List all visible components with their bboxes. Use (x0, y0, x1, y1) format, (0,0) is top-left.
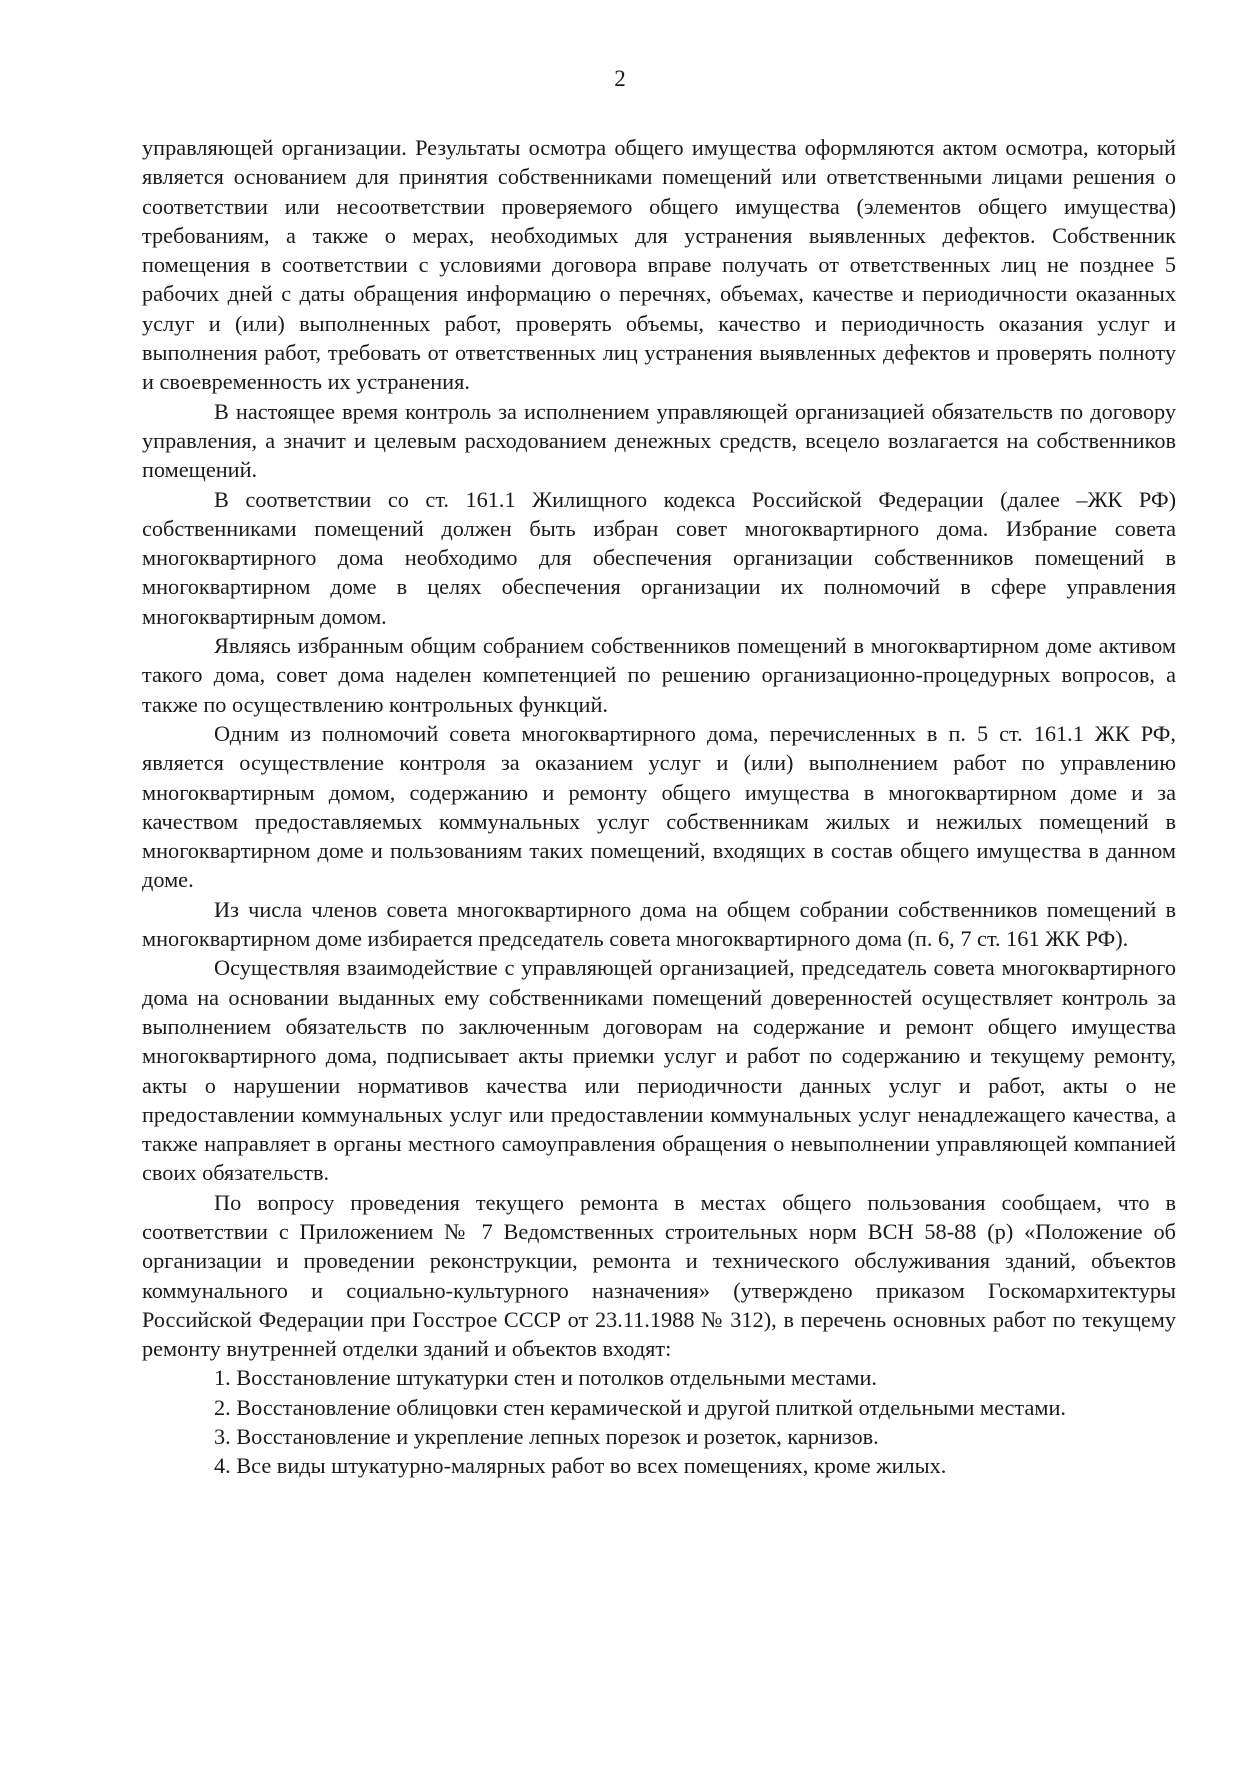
page-number: 2 (614, 66, 626, 91)
paragraph: В соответствии со ст. 161.1 Жилищного кодекса Российской Федерации (далее –ЖК РФ) собственниками помещений должен быть избран совет многоквартирного дома. Избрание совета многоквартирного дома необходимо для обеспечения организации собственников помещений в многоквартирном доме в целях обеспечения организации их полномочий в сфере управления многоквартирным домом. (142, 486, 1176, 629)
list-item: 1. Восстановление штукатурки стен и потолков отдельными местами. (214, 1365, 877, 1391)
paragraph: Одним из полномочий совета многоквартирного дома, перечисленных в п. 5 ст. 161.1 ЖК РФ, является осуществление контроля за оказанием услуг и (или) выполнением работ по управлению многоквартирным домом, содержанию и ремонту общего имущества в многоквартирном доме и за качеством предоставляемых коммунальных услуг собственникам жилых и нежилых помещений в многоквартирном доме и пользованиям таких помещений, входящих в состав общего имущества в данном доме. (142, 720, 1176, 893)
list-item: 2. Восстановление облицовки стен керамической и другой плиткой отдельными местами. (214, 1394, 1066, 1420)
paragraph: Являясь избранным общим собранием собственников помещений в многоквартирном доме активом такого дома, совет дома наделен компетенцией по решению организационно-процедурных вопросов, а также по осуществлению контрольных функций. (142, 633, 1176, 717)
paragraph: управляющей организации. Результаты осмотра общего имущества оформляются актом осмотра, который является основанием для принятия собственниками помещений или ответственными лицами решения о соответствии или несоответствии проверяемого общего имущества (элементов общего имущества) требованиям, а также о мерах, необходимых для устранения выявленных дефектов. Собственник помещения в соответствии с условиями договора вправе получать от ответственных лиц не позднее 5 рабочих дней с даты обращения информацию о перечнях, объемах, качестве и периодичности оказанных услуг и (или) выполненных работ, проверять объемы, качество и периодичность оказания услуг и выполнения работ, требовать от ответственных лиц устранения выявленных дефектов и проверять полноту и своевременность их устранения. (142, 135, 1176, 395)
repair-works-list (142, 1363, 1176, 1480)
paragraph: В настоящее время контроль за исполнением управляющей организацией обязательств по договору управления, а значит и целевым расходованием денежных средств, всецело возлагается на собственников помещений. (142, 398, 1176, 483)
document-body (142, 133, 1176, 1481)
paragraph: Из числа членов совета многоквартирного дома на общем собрании собственников помещений в многоквартирном доме избирается председатель совета многоквартирного дома (п. 6, 7 ст. 161 ЖК РФ). (142, 896, 1176, 952)
paragraph: Осуществляя взаимодействие с управляющей организацией, председатель совета многоквартирного дома на основании выданных ему собственниками помещений доверенностей осуществляет контроль за выполнением обязательств по заключенным договорам на содержание и ремонт общего имущества многоквартирного дома, подписывает акты приемки услуг и работ по содержанию и текущему ремонту, акты о нарушении нормативов качества или периодичности данных услуг и работ, акты о не предоставлении коммунальных услуг или предоставлении коммунальных услуг ненадлежащего качества, а также направляет в органы местного самоуправления обращения о невыполнении управляющей компанией своих обязательств. (142, 955, 1176, 1186)
paragraph: По вопросу проведения текущего ремонта в местах общего пользования сообщаем, что в соответствии с Приложением № 7 Ведомственных строительных норм ВСН 58-88 (р) «Положение об организации и проведении реконструкции, ремонта и технического обслуживания зданий, объектов коммунального и социально-культурного назначения» (утверждено приказом Госкомархитектуры Российской Федерации при Госстрое СССР от 23.11.1988 № 312), в перечень основных работ по текущему ремонту внутренней отделки зданий и объектов входят: (142, 1189, 1176, 1362)
list-item: 3. Восстановление и укрепление лепных порезок и розеток, карнизов. (214, 1424, 879, 1450)
list-item: 4. Все виды штукатурно-малярных работ во всех помещениях, кроме жилых. (214, 1453, 947, 1479)
